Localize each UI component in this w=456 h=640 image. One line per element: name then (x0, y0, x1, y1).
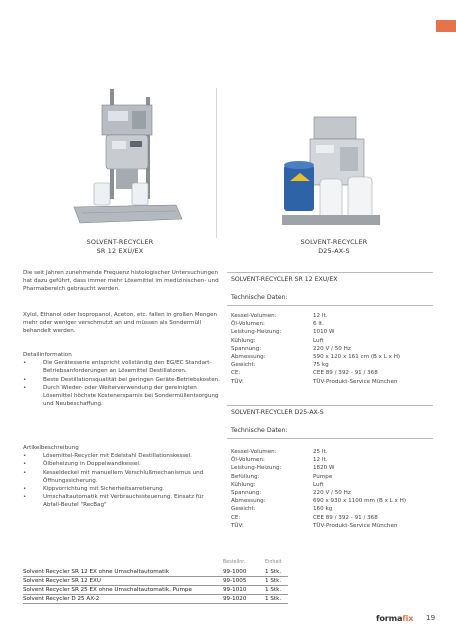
order-table-header: Bestellnr. Einheit (223, 560, 282, 565)
spec1-top-rule (227, 272, 433, 273)
spec-row: Spannung: 220 V / 50 Hz (231, 490, 351, 497)
spec-row: TÜV: TÜV-Produkt-Service München (231, 522, 398, 529)
caption-right (278, 238, 390, 256)
photo-divider (216, 88, 217, 238)
product-photo-d25 (280, 115, 388, 233)
detail-info-section (23, 351, 223, 408)
spec-row: Kessel-Volumen: 25 lt. (231, 449, 328, 455)
article-description-title: Artikelbeschreibung (23, 445, 79, 451)
spec1-rule (227, 305, 433, 306)
page-accent-tab (436, 20, 456, 32)
spec-row: Befüllung: Pumpe (231, 473, 333, 480)
spec-row: Spannung: 220 V / 50 Hz (231, 345, 351, 352)
spec-row: CE: CEE 89 / 392 - 91 / 368 (231, 370, 378, 377)
list-item: • Die Gerätesserie entspricht vollständig den EG/EC Standart-Betriebsanforderungen an Lösemittel Destillatoren. (23, 360, 212, 375)
solvents-paragraph: Xylol, Ethanol oder Isopropanol, Aceton, etc. fallen in großen Mengen mehr oder weniger verschmutzt an und müssen als Sondermüll behandelt werden. (23, 312, 218, 335)
spec-row: Leistung-Heizung: 1010 W (231, 329, 335, 336)
spec2-subtitle: Technische Daten: (231, 427, 288, 434)
table-row: Solvent Recycler SR 25 EX ohne Umschaltautomatik, Pumpe 99-1010 1 Stk. (23, 586, 288, 595)
detail-info-title: Detailinformation (23, 352, 72, 358)
spec-row: Gewicht: 160 kg (231, 506, 333, 513)
spec2-table (231, 448, 406, 530)
caption-left (64, 238, 176, 256)
spec-row: CE: CEE 89 / 392 - 91 / 368 (231, 514, 378, 521)
spec-row: TÜV: TÜV-Produkt-Service München (231, 378, 398, 385)
table-row: Solvent Recycler D 25 AX-2 99-1020 1 Stk. (23, 595, 288, 604)
spec-row: Abmessung: 690 x 930 x 1100 mm (B x L x H) (231, 498, 407, 505)
caption-right-line1: SOLVENT-RECYCLER (300, 238, 368, 246)
spec-row: Abmessung: 590 x 120 x 161 cm (B x L x H) (231, 354, 401, 361)
spec2-rule (227, 438, 433, 439)
list-item: • Beste Destillationsqualität bei geringen Geräte-Betriebskosten. (23, 376, 220, 383)
caption-right-line2: D25-AX-S (318, 247, 350, 255)
spec1-table (231, 312, 400, 386)
spec-row: Leistung-Heizung: 1820 W (231, 465, 335, 472)
list-item: • Kippvorrichtung mit Sicherheitsarretierung. (23, 486, 165, 493)
table-row: Solvent Recycler SR 12 EXU 99-1005 1 Stk. (23, 577, 288, 586)
spec2-title: SOLVENT-RECYCLER D25-AX-S (231, 409, 324, 416)
list-item: • Umschaltautomatik mit Verbrauchssteuerung. Einsatz für Abfall-Beutel "RecBag" (23, 494, 204, 509)
spec-row: Öl-Volumen: 6 lt. (231, 321, 324, 328)
order-table (23, 560, 288, 604)
spec-row: Kessel-Volumen: 12 lt. (231, 313, 328, 319)
spec-row: Gewicht: 75 kg (231, 362, 329, 369)
spec-row: Kühlung: Luft (231, 337, 324, 344)
spec-row: Kühlung: Luft (231, 481, 324, 488)
table-row: Solvent Recycler SR 12 EX ohne Umschaltautomatik 99-1000 1 Stk. (23, 568, 288, 577)
list-item: • Kesseldeckel mit manuellem Verschlußmechanismus und Öffnungssicherung. (23, 469, 204, 484)
intro-paragraph: Die seit Jahren zunehmende Frequenz histologischer Untersuchungen hat dazu geführt, dass immer mehr Lösemittel im medizinischen- und Pharmabereich gebraucht werden. (23, 270, 219, 293)
caption-left-line1: SOLVENT-RECYCLER (86, 238, 154, 246)
spec-row: Öl-Volumen: 12 lt. (231, 457, 328, 464)
product-photo-sr12 (72, 87, 184, 232)
caption-left-line2: SR 12 EXU/EX (96, 247, 144, 255)
article-description-section (23, 444, 223, 510)
formafix-logo: formafix (376, 613, 414, 623)
page-number: 19 (426, 613, 436, 622)
list-item: • Lösemittel-Recycler mit Edelstahl Destillationskessel. (23, 453, 192, 460)
list-item: • Durch Wieder- oder Weiterverwendung der gereinigten Lösemittel höchste Kostenersparnis bei Sondermüllentsorgung und Neubeschaffung. (23, 384, 219, 408)
spec1-title: SOLVENT-RECYCLER SR 12 EXU/EX (231, 276, 338, 283)
list-item: • Ölbeheizung in Doppelwandkessel. (23, 461, 141, 468)
spec2-top-rule (227, 405, 433, 406)
spec1-subtitle: Technische Daten: (231, 294, 288, 301)
